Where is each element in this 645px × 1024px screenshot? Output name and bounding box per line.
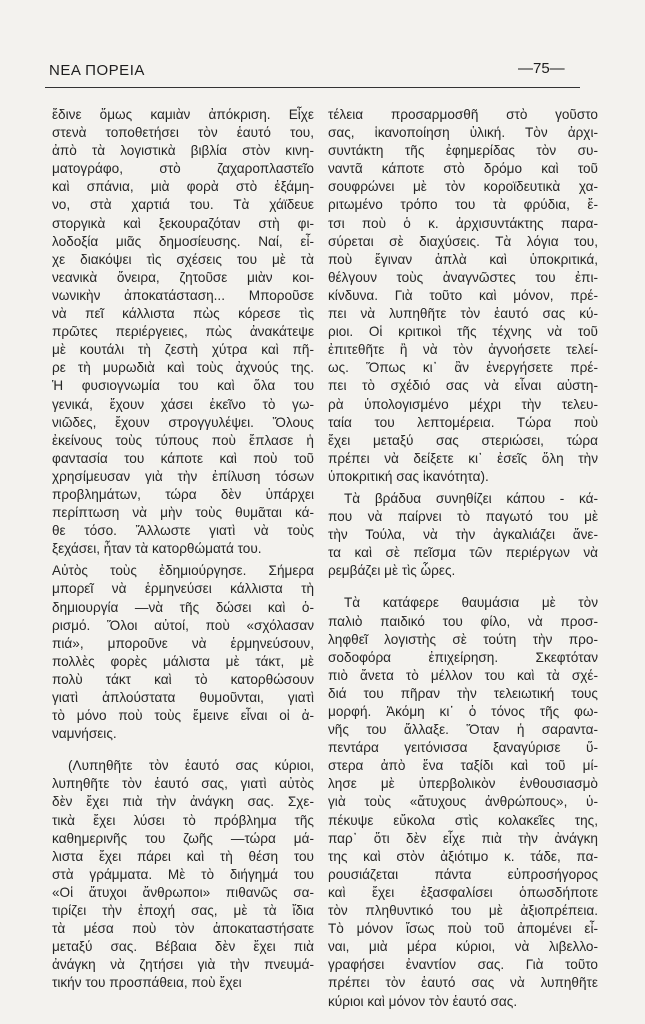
text-line: στερα ἀπὸ ἕνα ταξίδι καὶ τοῦ μί- — [328, 758, 598, 774]
text-line: ποὺ ἔγιναν ἁπλὰ καὶ ὑποκριτικά, — [328, 251, 598, 267]
text-line: γιατὶ ἁπλούστατα θυμοῦνται, γιατὶ — [52, 690, 314, 705]
text-line: δὲν ἔχει πιὰ τὴν ἀνάγκη σας. Σχε- — [52, 794, 314, 810]
text-line: στοργικὰ καὶ ξεκουραζόταν στὴ φι- — [52, 215, 314, 231]
text-line: λυπηθῆτε τὸν ἑαυτό σας, γιατὶ αὐτὸς — [52, 776, 314, 792]
text-line: χρησίμευσαν γιὰ τὴν ἐπίλυση τόσων — [52, 468, 314, 484]
text-line: θε τόσο. Ἄλλωστε γιατὶ νὰ τοὺς — [52, 523, 314, 539]
text-line: τέλεια προσαρμοσθῆ στὸ γοῦστο — [328, 107, 598, 122]
text-line: στενὰ τοποθετήσει τὸν ἑαυτό του, — [52, 125, 314, 141]
text-line: νὰ πεῖ κάλλιστα πὼς κόρεσε τὶς — [52, 306, 314, 322]
left-column — [52, 106, 314, 993]
text-line: σύρεται σὲ διαχύσεις. Τὰ λόγια του, — [328, 233, 598, 249]
text-line: νεανικὰ ὄνειρα, ζητοῦσε μιὰν κοι- — [52, 269, 314, 285]
text-line: ὑποκριτική σας ἱκανότητα). — [328, 468, 489, 484]
text-line: Ἡ φυσιογνωμία του καὶ ὅλα του — [52, 378, 314, 394]
text-line: τικὰ ἔχει λύσει τὸ πρόβλημα τῆς — [52, 812, 314, 828]
text-line: ριοι. Οἱ κριτικοὶ τῆς τέχνης νὰ τοῦ — [328, 324, 598, 340]
text-line: φαντασία του κάποτε καὶ ποὺ τοῦ — [52, 450, 314, 466]
text-line: μορφή. Ἀκόμη κι᾿ ὁ τόνος τῆς φω- — [328, 704, 598, 719]
text-line: μεταξύ σας. Βέβαια δὲν ἔχει πιὰ — [52, 939, 314, 955]
text-line: πρέπει νὰ δείξετε κι᾿ ἐσεῖς ὅλη τὴν — [328, 450, 598, 466]
text-line: πει τὸ σχέδιό σας νὰ εἶναι αὐστη- — [328, 378, 598, 394]
text-line: ναμνήσεις. — [52, 726, 117, 742]
text-line: ἔδινε ὅμως καμιὰν ἀπόκριση. Εἶχε — [52, 107, 314, 122]
text-line: σας, ἱκανοποίηση ὑλική. Τὸν ἀρχι- — [328, 125, 598, 141]
text-line: τὸν πληθυντικό του μὲ ἀξιοπρέπεια. — [328, 903, 598, 919]
text-line: διά του πῆραν τὴν τελειωτική τους — [328, 685, 598, 701]
text-line: λησε μὲ ὑπερβολικὸν ἐνθουσιασμὸ — [328, 776, 598, 792]
page-number: —75— — [518, 60, 565, 77]
text-line: τὴν Τούλα, νὰ τὴν ἀγκαλιάζει ἄνε- — [328, 527, 598, 543]
text-line: σουφρώνει μὲ τὸν κοροϊδευτικὰ χα- — [328, 179, 598, 195]
text-line: καὶ ἔχει ἐξασφαλίσει ὁπωσδήποτε — [328, 884, 598, 900]
text-line: ρουσιάζεται πάντα εὐπροσήγορος — [328, 866, 598, 882]
text-line: λιστα ἔχει πάρει καὶ τὴ θέση του — [52, 848, 314, 864]
text-line: ναι, μιὰ μέρα κύριοι, νὰ λιβελλο- — [328, 939, 598, 955]
text-line: Τὰ κατάφερε θαυμάσια μὲ τὸν — [344, 595, 598, 611]
paragraph — [52, 562, 314, 743]
text-line: κύριοι καὶ μόνον τὸν ἑαυτό σας. — [328, 993, 518, 1009]
paragraph — [328, 106, 598, 486]
text-line: ριτωμένο τρόπο του τὰ φρύδια, ἔ- — [328, 197, 598, 213]
paragraph — [52, 106, 314, 558]
text-line: σοδοφόρα ἐπιχείρηση. Σκεφτόταν — [328, 649, 598, 665]
text-line: τσι ποὺ ὁ κ. ἀρχισυντάκτης παρα- — [328, 215, 598, 231]
header-rule — [45, 87, 580, 88]
text-line: παλιὸ παιδικό του φίλο, νὰ προσ- — [328, 613, 598, 629]
text-line: ἀπὸ τὰ λογιστικὰ βιβλία στὸν κινη- — [52, 143, 314, 159]
text-line: ταία του λεπτομέρεια. Τώρα ποὺ — [328, 414, 598, 430]
text-line: Αὐτὸς τοὺς ἐδημιούργησε. Σήμερα — [52, 563, 314, 579]
text-line: θέλγουν τοὺς ἀναγνῶστες του ἐπι- — [328, 269, 598, 285]
text-line: πρέπει τὸν ἑαυτό σας νὰ λυπηθῆτε — [328, 975, 598, 991]
text-line: γραφήσει ἐναντίον σας. Γιὰ τοῦτο — [328, 957, 598, 973]
text-line: νιῶδες, ἔχουν στρογγυλέψει. Ὅλους — [52, 414, 314, 430]
text-line: «Οἱ ἄτυχοι ἄνθρωποι» πιθανῶς σα- — [52, 884, 314, 900]
text-line: ἀνάγκη νὰ ζητήσει γιὰ τὴν πνευμά- — [52, 957, 314, 973]
paragraph — [52, 757, 314, 992]
text-line: ναντᾶ κάποτε στὸ δρόμο καὶ τοῦ — [328, 161, 598, 177]
text-line: ρε τὴ μυρωδιὰ καὶ τοὺς ἀχνούς της. — [52, 360, 314, 376]
text-line: γενικά, ἔχουν χάσει ἐκεῖνο τὸ γω- — [52, 396, 314, 412]
text-line: περίπτωση νὰ μὴν τοὺς θυμᾶται κά- — [52, 505, 314, 521]
text-line: ρεμβάζει μὲ τὶς ὧρες. — [328, 563, 456, 579]
text-line: ρὰ ὑπολογισμένο μέχρι τὴν τελευ- — [328, 396, 598, 412]
text-line: προβλημάτων, τώρα δὲν ὑπάρχει — [52, 486, 314, 502]
text-line: πεντάρα γειτόνισσα ξαναγύρισε ὕ- — [328, 740, 598, 756]
text-line: νῆς του ἄλλαξε. Ὅταν ἡ σαραντα- — [328, 722, 598, 738]
text-line: πει νὰ λυπηθῆτε τὸν ἑαυτό σας κύ- — [328, 306, 598, 322]
text-line: μπορεῖ νὰ ἑρμηνεύσει κάλλιστα τὴ — [52, 581, 314, 597]
text-line: ως. Ὅπως κι᾿ ἂν ἐνεργήσετε πρέ- — [328, 360, 598, 376]
text-line: ρισμό. Ὅλοι αὐτοί, ποὺ «σχόλασαν — [52, 617, 314, 633]
text-line: πρῶτες περιέργειες, πὼς ἀνακάτεψε — [52, 324, 314, 340]
text-line: καὶ σπάνια, μιὰ φορὰ στὸ ἑξάμη- — [52, 179, 314, 195]
text-line: νωνικὴν ἀποκατάσταση... Μποροῦσε — [52, 287, 314, 303]
text-line: τὸ μόνο ποὺ τοὺς ἔμεινε εἶναι οἱ ἀ- — [52, 708, 314, 724]
paragraph — [328, 594, 598, 1010]
text-line: Τὸ μόνον ἴσως ποὺ τοῦ ἀπομένει εἶ- — [328, 921, 598, 937]
text-line: κίνδυνα. Γιὰ τοῦτο καὶ μόνον, πρέ- — [328, 287, 598, 303]
paragraph — [328, 490, 598, 580]
text-line: μὲ κουτάλι τὴ ζεστὴ χύτρα καὶ πῆ- — [52, 342, 314, 358]
text-line: ἔχει μεταξύ σας στεριώσει, τώρα — [328, 432, 598, 448]
text-line: τικήν του προσπάθεια, ποὺ ἔχει — [52, 975, 242, 991]
text-line: γιὰ τοὺς «ἄτυχους ἀνθρώπους», ὑ- — [328, 794, 598, 810]
text-line: ληφθεῖ λογιστὴς σὲ τούτη τὴν προ- — [328, 631, 598, 647]
text-line: πολλὲς φορὲς μάλιστα μὲ τάκτ, μὲ — [52, 653, 314, 669]
text-line: στὰ γράμματα. Μὲ τὸ διήγημά του — [52, 866, 314, 882]
text-line: Τὰ βράδυα συνηθίζει κάπου - κά- — [344, 490, 598, 506]
text-line: νο, στὰ χαρτιά του. Τὰ χάϊδευε — [52, 197, 314, 213]
right-column — [328, 106, 598, 1011]
text-line: τὰ μέσα ποὺ τὸν ἀποκαταστήσατε — [52, 921, 314, 937]
text-line: που νὰ παίρνει τὸ παγωτό του μὲ — [328, 509, 598, 525]
text-line: πολὺ τάκτ καὶ τὸ κατορθώσουν — [52, 671, 314, 687]
text-line: της καὶ στὸν ἀξιότιμο κ. τάδε, πα- — [328, 848, 598, 864]
text-line: δημιουργία —νὰ τῆς δώσει καὶ ὁ- — [52, 599, 314, 615]
text-line: παρ᾿ ὅτι δὲν εἶχε πιὰ τὴν ἀνάγκη — [328, 830, 598, 846]
text-line: πιὸ ἄνετα τὸ μέλλον του καὶ τὰ σχέ- — [328, 667, 598, 683]
text-line: ἐπιτεθῆτε ἢ νὰ τὸν ἀγνοήσετε τελεί- — [328, 342, 598, 358]
text-line: τα καὶ σὲ πεῖσμα τῶν περιέργων νὰ — [328, 545, 598, 561]
text-line: ξεχάσει, ἦταν τὰ κατορθώματά του. — [52, 541, 262, 557]
text-line: χε διακόψει τὶς σχέσεις του μὲ τὰ — [52, 251, 314, 267]
text-line: τιρίζει τὴν ἐποχή σας, μὲ τὰ ἴδια — [52, 903, 314, 919]
running-header-title: ΝΕΑ ΠΟΡΕΙΑ — [49, 62, 145, 79]
text-line: ἐκείνους τοὺς τύπους ποὺ ἔπλασε ἡ — [52, 432, 314, 448]
text-line: (Λυπηθῆτε τὸν ἑαυτό σας κύριοι, — [68, 758, 314, 774]
text-line: ματογράφο, στὸ ζαχαροπλαστεῖο — [52, 161, 314, 177]
text-line: πιά», μποροῦνε νὰ ἑρμηνεύσουν, — [52, 635, 314, 651]
text-line: καθημερινῆς του ζωῆς —τώρα μά- — [52, 830, 314, 846]
text-line: πέκυψε εὔκολα στὶς κολακεῖες της, — [328, 812, 598, 828]
text-line: συντάκτη τῆς ἐφημερίδας τὸν συ- — [328, 143, 598, 159]
text-line: λοδοξία μιᾶς δημοσίευσης. Ναί, εἶ- — [52, 233, 314, 249]
